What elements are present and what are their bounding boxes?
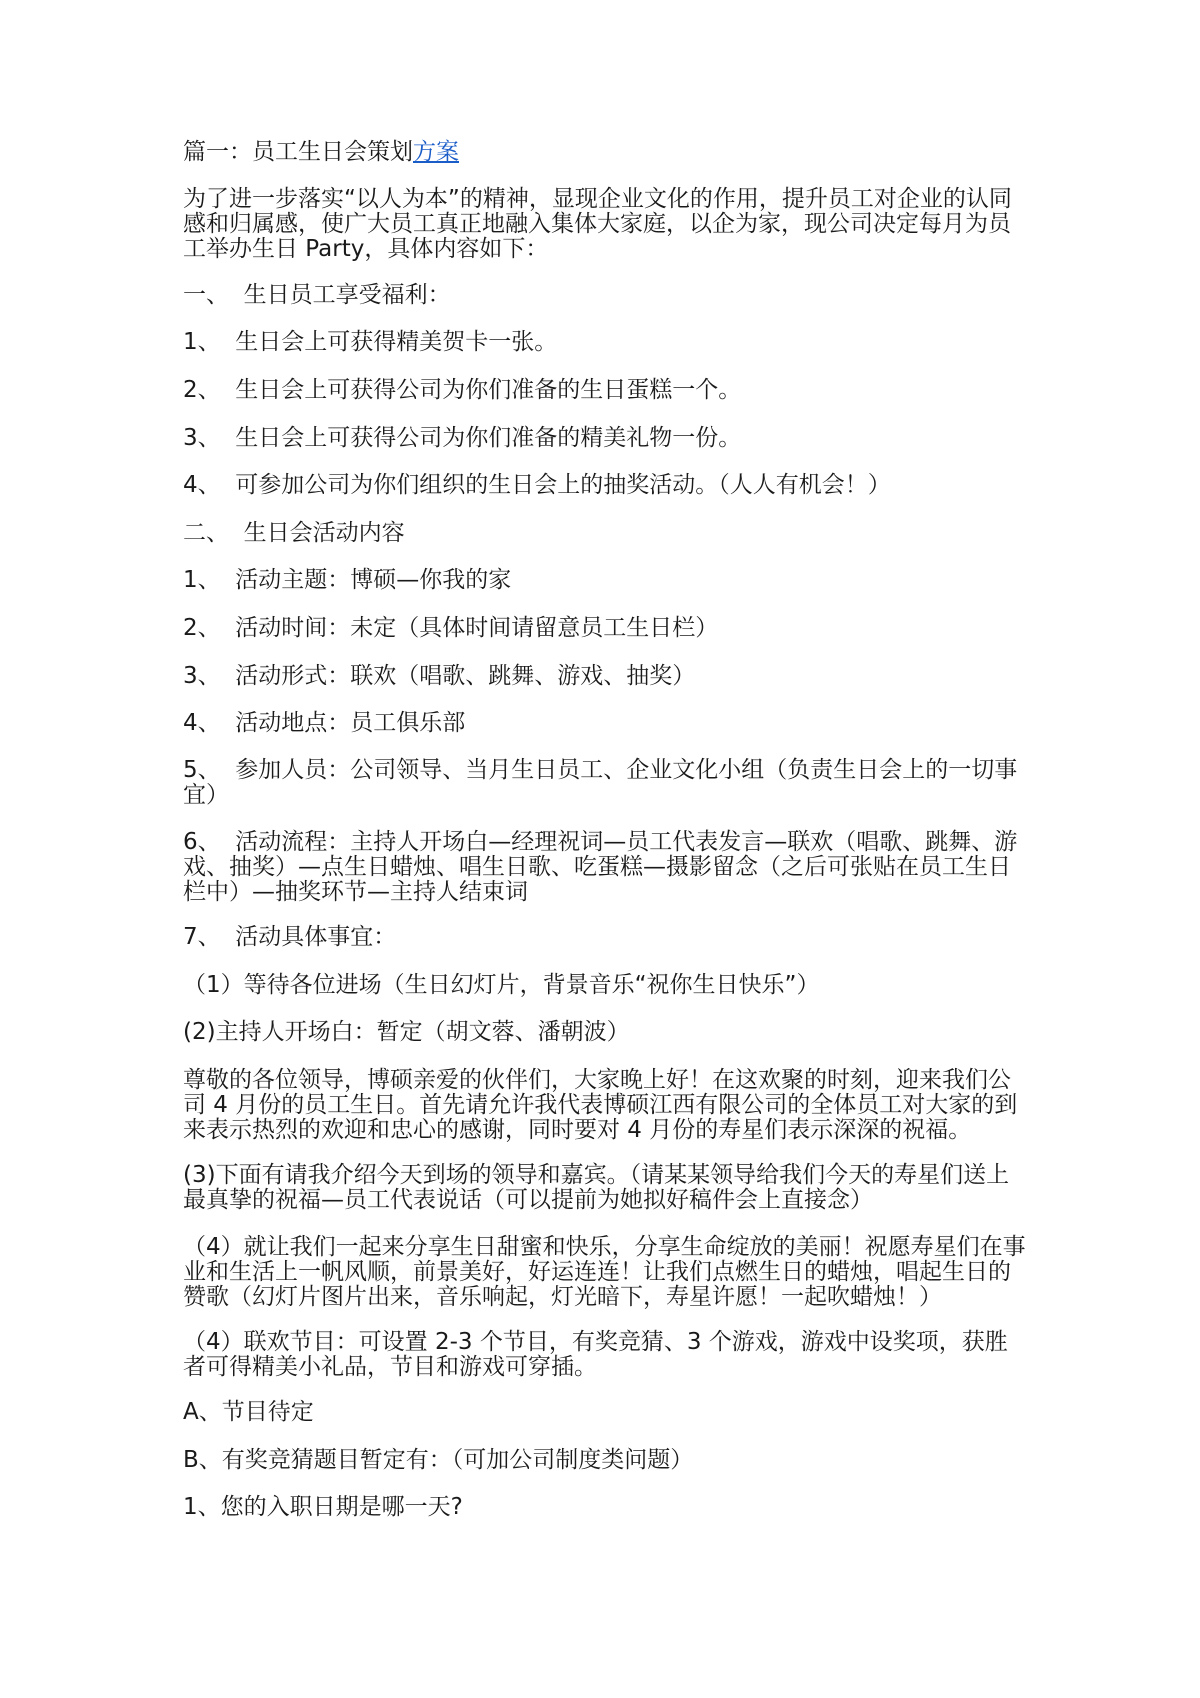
title-link[interactable]: 方案 <box>413 139 459 165</box>
activity-item: 6、 活动流程：主持人开场白—经理祝词—员工代表发言—联欢（唱歌、跳舞、游戏、抽奖）—点生日蜡烛、唱生日歌、吃蛋糕—摄影留念（之后可张贴在员工生日栏中）—抽奖环节—主持人结束词 <box>183 829 1018 905</box>
section-heading-activity: 二、 生日会活动内容 <box>183 520 405 546</box>
section-heading-benefits: 一、 生日员工享受福利： <box>183 282 451 308</box>
detail-item: A、节目待定 <box>183 1399 314 1425</box>
benefit-item: 4、 可参加公司为你们组织的生日会上的抽奖活动。（人人有机会！） <box>183 472 891 498</box>
title-prefix: 篇一：员工生日会策划 <box>183 139 413 165</box>
activity-item: 3、 活动形式：联欢（唱歌、跳舞、游戏、抽奖） <box>183 663 696 689</box>
activity-item: 7、 活动具体事宜： <box>183 924 397 950</box>
activity-item: 2、 活动时间：未定（具体时间请留意员工生日栏） <box>183 615 719 641</box>
detail-item: (2)主持人开场白：暂定（胡文蓉、潘朝波） <box>183 1019 630 1045</box>
detail-paragraph: (3)下面有请我介绍今天到场的领导和嘉宾。（请某某领导给我们今天的寿星们送上最真挚的祝福—员工代表说话（可以提前为她拟好稿件会上直接念） <box>183 1162 1010 1213</box>
document-title <box>183 140 459 165</box>
activity-item: 1、 活动主题：博硕—你我的家 <box>183 567 512 593</box>
detail-item: B、有奖竞猜题目暂定有：（可加公司制度类问题） <box>183 1447 694 1473</box>
intro-paragraph: 为了进一步落实“以人为本”的精神，显现企业文化的作用，提升员工对企业的认同感和归属感，使广大员工真正地融入集体大家庭，以企为家，现公司决定每月为员工举办生日 Party，具体内容如下： <box>183 186 1012 262</box>
detail-paragraph: （4）联欢节目：可设置 2-3 个节目，有奖竞猜、3 个游戏，游戏中设奖项，获胜者可得精美小礼品，节目和游戏可穿插。 <box>183 1329 1008 1380</box>
benefit-item: 2、 生日会上可获得公司为你们准备的生日蛋糕一个。 <box>183 377 742 403</box>
activity-item: 4、 活动地点：员工俱乐部 <box>183 710 466 736</box>
detail-item: （1）等待各位进场（生日幻灯片，背景音乐“祝你生日快乐”） <box>183 972 820 998</box>
benefit-item: 3、 生日会上可获得公司为你们准备的精美礼物一份。 <box>183 425 742 451</box>
detail-paragraph: （4）就让我们一起来分享生日甜蜜和快乐，分享生命绽放的美丽！祝愿寿星们在事业和生活上一帆风顺，前景美好，好运连连！让我们点燃生日的蜡烛，唱起生日的赞歌（幻灯片图片出来，音乐响起，灯光暗下，寿星许愿！一起吹蜡烛！） <box>183 1234 1026 1310</box>
benefit-item: 1、 生日会上可获得精美贺卡一张。 <box>183 329 558 355</box>
detail-item: 1、您的入职日期是哪一天? <box>183 1494 463 1520</box>
detail-paragraph: 尊敬的各位领导，博硕亲爱的伙伴们，大家晚上好！在这欢聚的时刻，迎来我们公司 4 月份的员工生日。首先请允许我代表博硕江西有限公司的全体员工对大家的到来表示热烈的欢迎和忠心的感谢，同时要对 4 月份的寿星们表示深深的祝福。 <box>183 1067 1018 1143</box>
activity-item: 5、 参加人员：公司领导、当月生日员工、企业文化小组（负责生日会上的一切事宜） <box>183 757 1018 808</box>
